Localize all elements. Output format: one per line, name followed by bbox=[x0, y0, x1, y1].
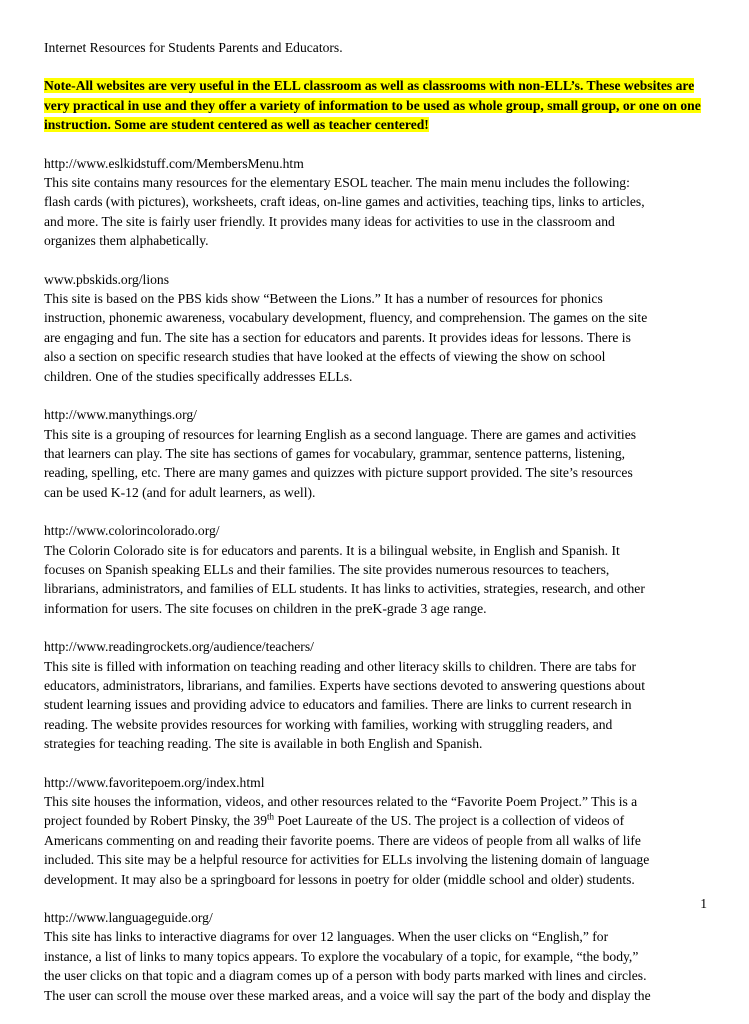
note-text: Note-All websites are very useful in the ELL classroom as well as classrooms with non-ELL’s. These websites are very practical in use and they offer a variety of information to be used as whole group, small group, or one on one instruction. Some are student centered as well as teacher centered! bbox=[44, 78, 701, 133]
resource-url: http://www.eslkidstuff.com/MembersMenu.htm bbox=[44, 155, 304, 171]
resource-description: This site is based on the PBS kids show “Between the Lions.” It has a number of resources for phonics instruction, phonemic awareness, vocabulary development, fluency, and comprehension. The games on the site are engaging and fun. The site has a section for educators and parents. It provides ideas for lessons. There is also a section on specific research studies that have looked at the effects of viewing the show on school children. One of the studies specifically addresses ELLs. bbox=[44, 291, 648, 384]
resource-entry-manythings bbox=[44, 405, 716, 502]
resource-entry-pbskids bbox=[44, 270, 716, 386]
resource-entry-readingrockets bbox=[44, 637, 716, 753]
resource-entry-favoritepoem bbox=[44, 773, 716, 889]
document-body bbox=[44, 38, 716, 1024]
resource-description: This site is a grouping of resources for learning English as a second language. There are games and activities that learners can play. The site has sections of games for vocabulary, grammar, sentence patterns, listening, reading, spelling, etc. There are many games and quizzes with picture support provided. The site’s resources can be used K-12 (and for adult learners, as well). bbox=[44, 426, 637, 500]
resource-description: This site has links to interactive diagrams for over 12 languages. When the user clicks on “English,” for instance, a list of links to many topics appears. To explore the vocabulary of a topic, for example, “the body,” the user clicks on that topic and a diagram comes up of a person with body parts marked with lines and circles. The user can scroll the mouse over these marked areas, and a voice will say the part of the body and display the bbox=[44, 929, 651, 1003]
description-part-after: Poet Laureate of the US. The project is a collection of videos of Americans commenting on and reading their favorite poems. There are videos of people from all walks of life included. This site may be a helpful resource for activities for ELLs involving the listening domain of language development. It may also be a springboard for lessons in poetry for older (middle school and older) students. bbox=[44, 813, 650, 887]
resource-entry-languageguide bbox=[44, 908, 716, 1005]
resource-url: http://www.readingrockets.org/audience/teachers/ bbox=[44, 639, 314, 655]
resource-entry-colorincolorado bbox=[44, 521, 716, 618]
page-number: 1 bbox=[700, 896, 707, 911]
resource-description: This site contains many resources for the elementary ESOL teacher. The main menu includes the following: flash cards (with pictures), worksheets, craft ideas, on-line games and activities, teaching tips, links to articles, and more. The site is fairly user friendly. It provides many ideas for activities to use in the classroom and organizes them alphabetically. bbox=[44, 175, 645, 249]
resource-description: The Colorin Colorado site is for educators and parents. It is a bilingual website, in English and Spanish. It focuses on Spanish speaking ELLs and their families. The site provides numerous resources to teachers, librarians, administrators, and families of ELL students. It has links to activities, strategies, research, and other information for users. The site focuses on children in the preK-grade 3 age range. bbox=[44, 542, 645, 616]
resource-url: http://www.favoritepoem.org/index.html bbox=[44, 774, 265, 790]
ordinal-suffix: th bbox=[267, 811, 275, 822]
resource-url: http://www.colorincolorado.org/ bbox=[44, 523, 220, 539]
resource-url: http://www.languageguide.org/ bbox=[44, 910, 213, 926]
document-title: Internet Resources for Students Parents and Educators. bbox=[44, 40, 343, 55]
highlighted-note bbox=[44, 76, 716, 134]
resource-description bbox=[44, 792, 716, 889]
resource-url: www.pbskids.org/lions bbox=[44, 271, 169, 287]
resource-description: This site is filled with information on teaching reading and other literacy skills to children. There are tabs for educators, administrators, librarians, and families. Experts have sections devoted to answering questions about student learning issues and providing advice to educators and families. There are links to current research in reading. The website provides resources for working with families, working with struggling readers, and strategies for teaching reading. The site is available in both English and Spanish. bbox=[44, 658, 645, 752]
resource-entry-eslkidstuff bbox=[44, 154, 716, 251]
resource-url: http://www.manythings.org/ bbox=[44, 407, 197, 423]
description-part-before: This site houses the information, videos, and other resources related to the “Favorite Poem Project.” This is a project founded by Robert Pinsky, the 39 bbox=[44, 794, 638, 829]
